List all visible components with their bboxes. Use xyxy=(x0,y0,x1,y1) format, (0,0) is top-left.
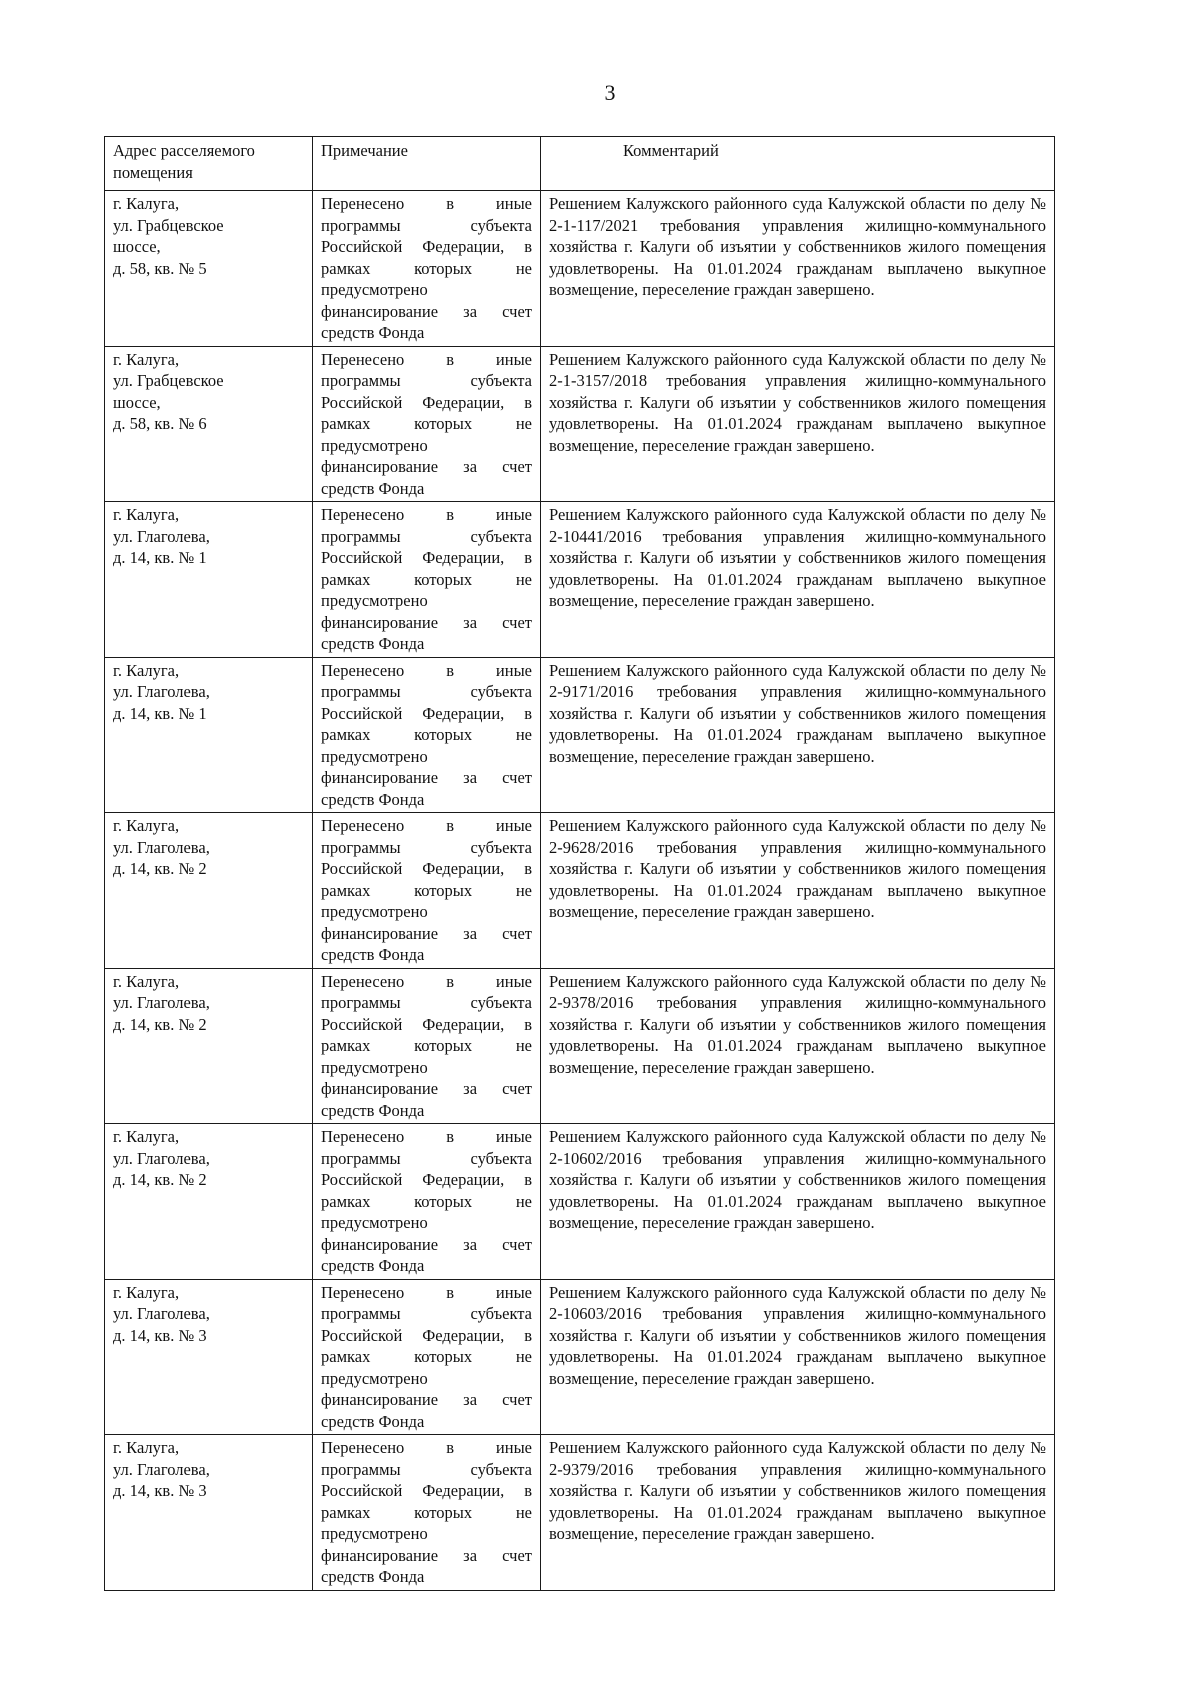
note-cell: Перенесено в иные программы субъекта Российской Федерации, в рамках которых не предусмотрено финансирование за счет средств Фонда xyxy=(313,968,541,1124)
table-body xyxy=(105,191,1055,1591)
address-cell xyxy=(105,1435,313,1591)
address-line: ул. Грабцевское xyxy=(113,215,224,235)
note-cell: Перенесено в иные программы субъекта Российской Федерации, в рамках которых не предусмотрено финансирование за счет средств Фонда xyxy=(313,657,541,813)
address-line: г. Калуга, xyxy=(113,194,180,213)
address-line: ул. Глаголева, xyxy=(113,837,210,857)
address-line: ул. Глаголева, xyxy=(113,993,210,1012)
table-row xyxy=(105,191,1055,347)
comment-cell: Решением Калужского районного суда Калужской области по делу № 2-1-117/2021 требования управления жилищно-коммунального хозяйства г. Калуги об изъятии у собственников жилого помещения удовлетворены. На 01.01.2024 гражданам выплачено выкупное возмещение, переселение граждан завершено. xyxy=(541,191,1055,347)
comment-cell: Решением Калужского районного суда Калужской области по делу № 2-10441/2016 требования управления жилищно-коммунального хозяйства г. Калуги об изъятии у собственников жилого помещения удовлетворены. На 01.01.2024 гражданам выплачено выкупное возмещение, переселение граждан завершено. xyxy=(541,502,1055,658)
address-line: г. Калуга, xyxy=(113,1127,180,1146)
header-note: Примечание xyxy=(313,137,541,191)
address-cell xyxy=(105,1124,313,1280)
note-cell: Перенесено в иные программы субъекта Российской Федерации, в рамках которых не предусмотрено финансирование за счет средств Фонда xyxy=(313,1279,541,1435)
table-row xyxy=(105,968,1055,1124)
table-row xyxy=(105,1435,1055,1591)
address-cell xyxy=(105,502,313,658)
table-header-row xyxy=(105,137,1055,191)
address-line: г. Калуга, xyxy=(113,660,180,680)
address-line: д. 58, кв. № 6 xyxy=(113,414,207,433)
address-cell xyxy=(105,1279,313,1435)
address-line: д. 14, кв. № 2 xyxy=(113,859,207,878)
comment-cell: Решением Калужского районного суда Калужской области по делу № 2-9379/2016 требования управления жилищно-коммунального хозяйства г. Калуги об изъятии у собственников жилого помещения удовлетворены. На 01.01.2024 гражданам выплачено выкупное возмещение, переселение граждан завершено. xyxy=(541,1435,1055,1591)
address-line: шоссе, xyxy=(113,392,161,412)
header-comment: Комментарий xyxy=(541,137,1055,191)
table-row xyxy=(105,813,1055,969)
address-line: г. Калуга, xyxy=(113,505,180,524)
comment-cell: Решением Калужского районного суда Калужской области по делу № 2-9628/2016 требования управления жилищно-коммунального хозяйства г. Калуги об изъятии у собственников жилого помещения удовлетворены. На 01.01.2024 гражданам выплачено выкупное возмещение, переселение граждан завершено. xyxy=(541,813,1055,969)
note-cell: Перенесено в иные программы субъекта Российской Федерации, в рамках которых не предусмотрено финансирование за счет средств Фонда xyxy=(313,502,541,658)
address-line: ул. Глаголева, xyxy=(113,526,210,546)
table-row xyxy=(105,346,1055,502)
address-line: д. 14, кв. № 2 xyxy=(113,1014,207,1034)
address-line: д. 14, кв. № 1 xyxy=(113,548,207,567)
comment-cell: Решением Калужского районного суда Калужской области по делу № 2-10602/2016 требования управления жилищно-коммунального хозяйства г. Калуги об изъятии у собственников жилого помещения удовлетворены. На 01.01.2024 гражданам выплачено выкупное возмещение, переселение граждан завершено. xyxy=(541,1124,1055,1280)
address-cell xyxy=(105,968,313,1124)
address-line: д. 58, кв. № 5 xyxy=(113,258,207,278)
address-line: д. 14, кв. № 2 xyxy=(113,1170,207,1189)
address-line: д. 14, кв. № 3 xyxy=(113,1325,207,1345)
note-cell: Перенесено в иные программы субъекта Российской Федерации, в рамках которых не предусмотрено финансирование за счет средств Фонда xyxy=(313,813,541,969)
address-line: г. Калуга, xyxy=(113,1438,180,1457)
address-line: г. Калуга, xyxy=(113,1282,180,1302)
resettlement-table xyxy=(104,136,1055,1591)
address-line: ул. Глаголева, xyxy=(113,682,210,701)
note-cell: Перенесено в иные программы субъекта Российской Федерации, в рамках которых не предусмотрено финансирование за счет средств Фонда xyxy=(313,191,541,347)
address-line: шоссе, xyxy=(113,237,161,256)
address-cell xyxy=(105,191,313,347)
address-cell xyxy=(105,813,313,969)
page-number: 3 xyxy=(604,80,616,105)
comment-cell: Решением Калужского районного суда Калужской области по делу № 2-1-3157/2018 требования управления жилищно-коммунального хозяйства г. Калуги об изъятии у собственников жилого помещения удовлетворены. На 01.01.2024 гражданам выплачено выкупное возмещение, переселение граждан завершено. xyxy=(541,346,1055,502)
address-line: д. 14, кв. № 3 xyxy=(113,1481,207,1500)
table-row xyxy=(105,657,1055,813)
address-line: ул. Глаголева, xyxy=(113,1148,210,1168)
address-line: г. Калуга, xyxy=(113,349,180,369)
address-line: ул. Глаголева, xyxy=(113,1304,210,1323)
table-row xyxy=(105,502,1055,658)
table-row xyxy=(105,1279,1055,1435)
address-line: д. 14, кв. № 1 xyxy=(113,703,207,723)
comment-cell: Решением Калужского районного суда Калужской области по делу № 2-9171/2016 требования управления жилищно-коммунального хозяйства г. Калуги об изъятии у собственников жилого помещения удовлетворены. На 01.01.2024 гражданам выплачено выкупное возмещение, переселение граждан завершено. xyxy=(541,657,1055,813)
comment-cell: Решением Калужского районного суда Калужской области по делу № 2-10603/2016 требования управления жилищно-коммунального хозяйства г. Калуги об изъятии у собственников жилого помещения удовлетворены. На 01.01.2024 гражданам выплачено выкупное возмещение, переселение граждан завершено. xyxy=(541,1279,1055,1435)
note-cell: Перенесено в иные программы субъекта Российской Федерации, в рамках которых не предусмотрено финансирование за счет средств Фонда xyxy=(313,1435,541,1591)
address-line: ул. Грабцевское xyxy=(113,371,224,390)
address-line: г. Калуга, xyxy=(113,971,180,991)
header-address: Адрес расселяемого помещения xyxy=(105,137,313,191)
note-cell: Перенесено в иные программы субъекта Российской Федерации, в рамках которых не предусмотрено финансирование за счет средств Фонда xyxy=(313,346,541,502)
address-line: ул. Глаголева, xyxy=(113,1459,210,1479)
comment-cell: Решением Калужского районного суда Калужской области по делу № 2-9378/2016 требования управления жилищно-коммунального хозяйства г. Калуги об изъятии у собственников жилого помещения удовлетворены. На 01.01.2024 гражданам выплачено выкупное возмещение, переселение граждан завершено. xyxy=(541,968,1055,1124)
table-row xyxy=(105,1124,1055,1280)
note-cell: Перенесено в иные программы субъекта Российской Федерации, в рамках которых не предусмотрено финансирование за счет средств Фонда xyxy=(313,1124,541,1280)
address-cell xyxy=(105,657,313,813)
address-cell xyxy=(105,346,313,502)
address-line: г. Калуга, xyxy=(113,816,180,835)
